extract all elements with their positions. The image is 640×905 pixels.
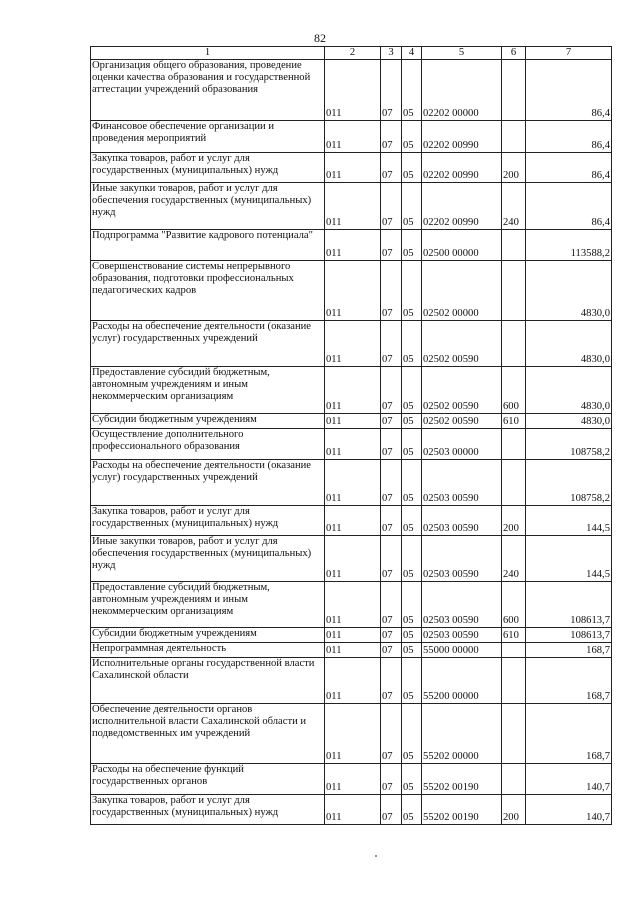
- header-cell-6: 6: [502, 47, 526, 60]
- row-name: [91, 429, 325, 460]
- cell-section: 07: [381, 628, 402, 643]
- cell-amount: 144,5: [526, 536, 612, 582]
- cell-section: 07: [381, 704, 402, 764]
- cell-expense-type: [502, 704, 526, 764]
- cell-amount: 86,4: [526, 183, 612, 230]
- cell-subsection: 05: [402, 704, 422, 764]
- row-name-text: Непрограммная деятельность: [92, 643, 227, 654]
- cell-subsection: 05: [402, 582, 422, 628]
- row-name: [91, 764, 325, 795]
- row-name: [91, 121, 325, 153]
- cell-expense-type: [502, 764, 526, 795]
- row-name-text: Закупка товаров, работ и услуг для государственных (муниципальных) нужд: [92, 795, 279, 818]
- table-row: [91, 121, 612, 153]
- row-name-text: Субсидии бюджетным учреждениям: [92, 414, 257, 425]
- cell-subsection: 05: [402, 658, 422, 704]
- cell-expense-type: [502, 121, 526, 153]
- cell-ministry: 011: [325, 460, 381, 506]
- cell-section: 07: [381, 658, 402, 704]
- cell-subsection: 05: [402, 261, 422, 321]
- cell-section: 07: [381, 230, 402, 261]
- cell-expense-type: [502, 321, 526, 367]
- cell-expense-type: 610: [502, 414, 526, 429]
- row-name-text: Обеспечение деятельности органов исполнительной власти Сахалинской области и подведомственных им учреждений: [92, 704, 307, 739]
- table-row: [91, 321, 612, 367]
- cell-section: 07: [381, 764, 402, 795]
- cell-expense-type: 200: [502, 795, 526, 825]
- cell-subsection: 05: [402, 321, 422, 367]
- cell-amount: 4830,0: [526, 367, 612, 414]
- cell-amount: 108613,7: [526, 582, 612, 628]
- row-name: [91, 582, 325, 628]
- row-name: [91, 230, 325, 261]
- cell-ministry: 011: [325, 643, 381, 658]
- table-row: [91, 183, 612, 230]
- cell-target-article: 02202 00990: [422, 121, 502, 153]
- table-row: [91, 230, 612, 261]
- cell-amount: 113588,2: [526, 230, 612, 261]
- cell-subsection: 05: [402, 183, 422, 230]
- cell-ministry: 011: [325, 764, 381, 795]
- cell-ministry: 011: [325, 582, 381, 628]
- row-name: [91, 60, 325, 121]
- table-row: [91, 153, 612, 183]
- row-name-text: Закупка товаров, работ и услуг для государственных (муниципальных) нужд: [92, 153, 279, 176]
- cell-target-article: 02202 00000: [422, 60, 502, 121]
- cell-target-article: 02503 00590: [422, 506, 502, 536]
- row-name: [91, 153, 325, 183]
- table-row: [91, 795, 612, 825]
- cell-ministry: 011: [325, 153, 381, 183]
- table-row: [91, 628, 612, 643]
- cell-target-article: 55200 00000: [422, 658, 502, 704]
- header-cell-3: 3: [381, 47, 402, 60]
- row-name: [91, 460, 325, 506]
- row-name: [91, 261, 325, 321]
- cell-expense-type: [502, 261, 526, 321]
- table-row: [91, 367, 612, 414]
- cell-subsection: 05: [402, 429, 422, 460]
- row-name-text: Предоставление субсидий бюджетным, автономным учреждениям и иным некоммерческим организациям: [92, 582, 270, 617]
- cell-ministry: 011: [325, 795, 381, 825]
- row-name: [91, 321, 325, 367]
- cell-target-article: 02503 00590: [422, 628, 502, 643]
- row-name: [91, 704, 325, 764]
- cell-subsection: 05: [402, 764, 422, 795]
- row-name: [91, 183, 325, 230]
- cell-ministry: 011: [325, 506, 381, 536]
- cell-section: 07: [381, 60, 402, 121]
- cell-target-article: 02503 00000: [422, 429, 502, 460]
- cell-section: 07: [381, 429, 402, 460]
- cell-amount: 140,7: [526, 764, 612, 795]
- cell-subsection: 05: [402, 795, 422, 825]
- cell-target-article: 55000 00000: [422, 643, 502, 658]
- cell-ministry: 011: [325, 704, 381, 764]
- cell-ministry: 011: [325, 367, 381, 414]
- cell-amount: 86,4: [526, 153, 612, 183]
- table-row: [91, 658, 612, 704]
- cell-target-article: 02503 00590: [422, 460, 502, 506]
- cell-amount: 144,5: [526, 506, 612, 536]
- row-name: [91, 536, 325, 582]
- cell-expense-type: 200: [502, 506, 526, 536]
- header-cell-5: 5: [422, 47, 502, 60]
- header-cell-2: 2: [325, 47, 381, 60]
- cell-section: 07: [381, 643, 402, 658]
- cell-expense-type: [502, 429, 526, 460]
- table-row: [91, 506, 612, 536]
- cell-amount: 4830,0: [526, 261, 612, 321]
- cell-target-article: 02502 00000: [422, 261, 502, 321]
- row-name: [91, 506, 325, 536]
- cell-amount: 168,7: [526, 658, 612, 704]
- table-row: [91, 460, 612, 506]
- row-name-text: Подпрограмма "Развитие кадрового потенциала": [92, 230, 313, 241]
- table-row: [91, 60, 612, 121]
- cell-target-article: 02500 00000: [422, 230, 502, 261]
- cell-subsection: 05: [402, 643, 422, 658]
- cell-section: 07: [381, 506, 402, 536]
- cell-amount: 4830,0: [526, 321, 612, 367]
- cell-section: 07: [381, 153, 402, 183]
- header-cell-7: 7: [526, 47, 612, 60]
- cell-subsection: 05: [402, 506, 422, 536]
- cell-section: 07: [381, 367, 402, 414]
- cell-amount: 108613,7: [526, 628, 612, 643]
- row-name-text: Субсидии бюджетным учреждениям: [92, 628, 257, 639]
- cell-ministry: 011: [325, 183, 381, 230]
- cell-ministry: 011: [325, 321, 381, 367]
- cell-ministry: 011: [325, 230, 381, 261]
- cell-subsection: 05: [402, 414, 422, 429]
- cell-target-article: 55202 00190: [422, 795, 502, 825]
- table-row: [91, 414, 612, 429]
- cell-target-article: 02503 00590: [422, 582, 502, 628]
- cell-section: 07: [381, 183, 402, 230]
- row-name: [91, 414, 325, 429]
- table-row: [91, 536, 612, 582]
- page-number: 82: [314, 31, 326, 45]
- header-cell-4: 4: [402, 47, 422, 60]
- cell-subsection: 05: [402, 60, 422, 121]
- cell-expense-type: [502, 60, 526, 121]
- cell-ministry: 011: [325, 121, 381, 153]
- row-name: [91, 367, 325, 414]
- cell-expense-type: 240: [502, 536, 526, 582]
- cell-amount: 168,7: [526, 704, 612, 764]
- cell-target-article: 02202 00990: [422, 153, 502, 183]
- cell-section: 07: [381, 795, 402, 825]
- row-name-text: Закупка товаров, работ и услуг для государственных (муниципальных) нужд: [92, 506, 279, 529]
- cell-section: 07: [381, 414, 402, 429]
- table-row: [91, 429, 612, 460]
- cell-expense-type: [502, 658, 526, 704]
- cell-subsection: 05: [402, 230, 422, 261]
- cell-target-article: 02502 00590: [422, 414, 502, 429]
- budget-table: [90, 46, 612, 825]
- table-row: [91, 582, 612, 628]
- cell-expense-type: 600: [502, 367, 526, 414]
- cell-section: 07: [381, 321, 402, 367]
- table-row: [91, 261, 612, 321]
- cell-amount: 86,4: [526, 121, 612, 153]
- row-name: [91, 795, 325, 825]
- cell-expense-type: [502, 230, 526, 261]
- row-name: [91, 643, 325, 658]
- cell-section: 07: [381, 261, 402, 321]
- row-name: [91, 628, 325, 643]
- cell-amount: 168,7: [526, 643, 612, 658]
- cell-ministry: 011: [325, 261, 381, 321]
- cell-section: 07: [381, 582, 402, 628]
- cell-subsection: 05: [402, 153, 422, 183]
- cell-subsection: 05: [402, 121, 422, 153]
- cell-target-article: 55202 00190: [422, 764, 502, 795]
- cell-expense-type: 610: [502, 628, 526, 643]
- table-row: [91, 764, 612, 795]
- cell-expense-type: 600: [502, 582, 526, 628]
- row-name-text: Финансовое обеспечение организации и проведения мероприятий: [92, 121, 275, 144]
- cell-target-article: 02503 00590: [422, 536, 502, 582]
- row-name-text: Расходы на обеспечение деятельности (оказание услуг) государственных учреждений: [92, 460, 311, 483]
- cell-amount: 4830,0: [526, 414, 612, 429]
- cell-expense-type: 240: [502, 183, 526, 230]
- cell-target-article: 02502 00590: [422, 367, 502, 414]
- cell-amount: 108758,2: [526, 460, 612, 506]
- cell-expense-type: [502, 643, 526, 658]
- cell-section: 07: [381, 536, 402, 582]
- cell-subsection: 05: [402, 628, 422, 643]
- table-row: [91, 643, 612, 658]
- cell-ministry: 011: [325, 60, 381, 121]
- row-name-text: Иные закупки товаров, работ и услуг для обеспечения государственных (муниципальных) нужд: [92, 536, 312, 571]
- cell-ministry: 011: [325, 429, 381, 460]
- cell-ministry: 011: [325, 628, 381, 643]
- cell-expense-type: 200: [502, 153, 526, 183]
- cell-expense-type: [502, 460, 526, 506]
- cell-target-article: 02202 00990: [422, 183, 502, 230]
- cell-ministry: 011: [325, 414, 381, 429]
- row-name-text: Иные закупки товаров, работ и услуг для обеспечения государственных (муниципальных) нужд: [92, 183, 312, 218]
- cell-subsection: 05: [402, 367, 422, 414]
- row-name-text: Исполнительные органы государственной власти Сахалинской области: [92, 658, 315, 681]
- row-name-text: Организация общего образования, проведение оценки качества образования и государственной аттестации учреждений образования: [92, 60, 311, 95]
- header-cell-1: 1: [91, 47, 325, 60]
- row-name-text: Осуществление дополнительного профессионального образования: [92, 429, 244, 452]
- scan-speck: [375, 855, 377, 857]
- cell-amount: 108758,2: [526, 429, 612, 460]
- cell-subsection: 05: [402, 460, 422, 506]
- cell-ministry: 011: [325, 658, 381, 704]
- row-name-text: Расходы на обеспечение деятельности (оказание услуг) государственных учреждений: [92, 321, 311, 344]
- row-name: [91, 658, 325, 704]
- cell-target-article: 55202 00000: [422, 704, 502, 764]
- row-name-text: Предоставление субсидий бюджетным, автономным учреждениям и иным некоммерческим организациям: [92, 367, 270, 402]
- row-name-text: Совершенствование системы непрерывного образования, подготовки профессиональных педагогических кадров: [92, 261, 294, 296]
- cell-amount: 86,4: [526, 60, 612, 121]
- table-row: [91, 704, 612, 764]
- row-name-text: Расходы на обеспечение функций государственных органов: [92, 764, 244, 787]
- cell-section: 07: [381, 460, 402, 506]
- cell-ministry: 011: [325, 536, 381, 582]
- cell-subsection: 05: [402, 536, 422, 582]
- cell-target-article: 02502 00590: [422, 321, 502, 367]
- cell-section: 07: [381, 121, 402, 153]
- header-row: [91, 47, 612, 60]
- cell-amount: 140,7: [526, 795, 612, 825]
